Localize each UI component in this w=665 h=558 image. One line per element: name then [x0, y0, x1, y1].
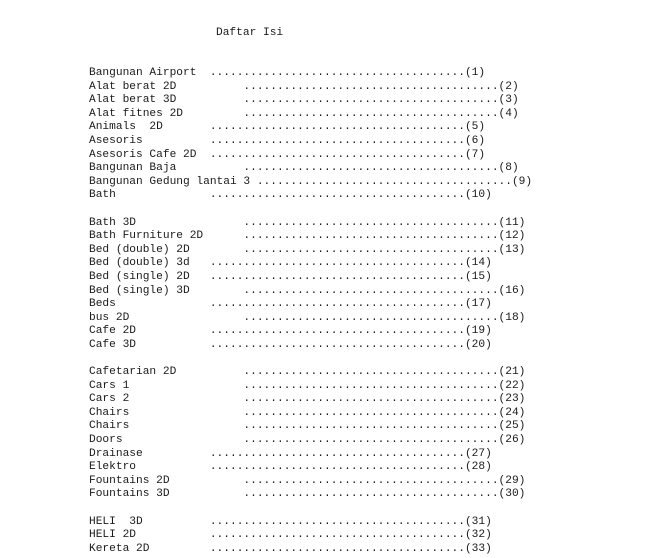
- toc-entry: HELI 2D ......................................(32): [89, 529, 492, 542]
- toc-entry: Bath Furniture 2D ......................................(12): [89, 230, 526, 243]
- toc-entry: Bangunan Airport ......................................(1): [89, 67, 486, 79]
- toc-entry: Elektro ......................................(28): [89, 461, 492, 474]
- toc-entry: Bed (double) 2D ......................................(13): [89, 243, 526, 256]
- toc-entry: HELI 3D ......................................(31): [89, 515, 492, 528]
- toc-entry: Bed (single) 2D ......................................(15): [89, 270, 492, 283]
- toc-group-gap: [89, 502, 649, 516]
- toc-entry: Chairs ......................................(24): [89, 406, 526, 419]
- toc-title: Daftar Isi: [216, 27, 284, 39]
- toc-entry: Asesoris ......................................(6): [89, 134, 486, 147]
- toc-entry: Cafetarian 2D ......................................(21): [89, 366, 526, 379]
- toc-entry: Cafe 2D ......................................(19): [89, 325, 492, 338]
- toc-entry: Chairs ......................................(25): [89, 420, 526, 433]
- toc-entry: Animals 2D ......................................(5): [89, 121, 486, 134]
- toc-entry: Bangunan Gedung lantai 3 ......................................(9): [89, 175, 533, 188]
- toc-entry: Alat fitnes 2D ......................................(4): [89, 107, 519, 120]
- toc-entry: bus 2D ......................................(18): [89, 311, 526, 324]
- toc-entry: Bath 3D ......................................(11): [89, 216, 526, 229]
- toc-entry: Fountains 3D ......................................(30): [89, 488, 526, 501]
- toc-entry: Alat berat 3D ......................................(3): [89, 94, 519, 107]
- toc-entry: Bed (single) 3D ......................................(16): [89, 284, 526, 297]
- toc-entry: Drainase ......................................(27): [89, 447, 492, 460]
- toc-entry: Cars 2 ......................................(23): [89, 393, 526, 406]
- toc-group-gap: [89, 352, 649, 366]
- toc-entry: Bed (double) 3d ......................................(14): [89, 257, 492, 270]
- toc-entry: Cars 1 ......................................(22): [89, 379, 526, 392]
- toc-entry: Cafe 3D ......................................(20): [89, 338, 492, 351]
- toc-entry: Beds ......................................(17): [89, 298, 492, 311]
- toc-entry: Bath ......................................(10): [89, 189, 492, 202]
- toc-entry: Kereta 2D ......................................(33): [89, 542, 492, 555]
- toc-entry: Asesoris Cafe 2D ......................................(7): [89, 148, 486, 161]
- toc-group-gap: [89, 203, 649, 217]
- toc-entry: Bangunan Baja ......................................(8): [89, 162, 519, 175]
- toc-entry: Fountains 2D ......................................(29): [89, 474, 526, 487]
- toc-entry: Doors ......................................(26): [89, 434, 526, 447]
- table-of-contents: [89, 67, 649, 556]
- toc-entry: Alat berat 2D ......................................(2): [89, 80, 519, 93]
